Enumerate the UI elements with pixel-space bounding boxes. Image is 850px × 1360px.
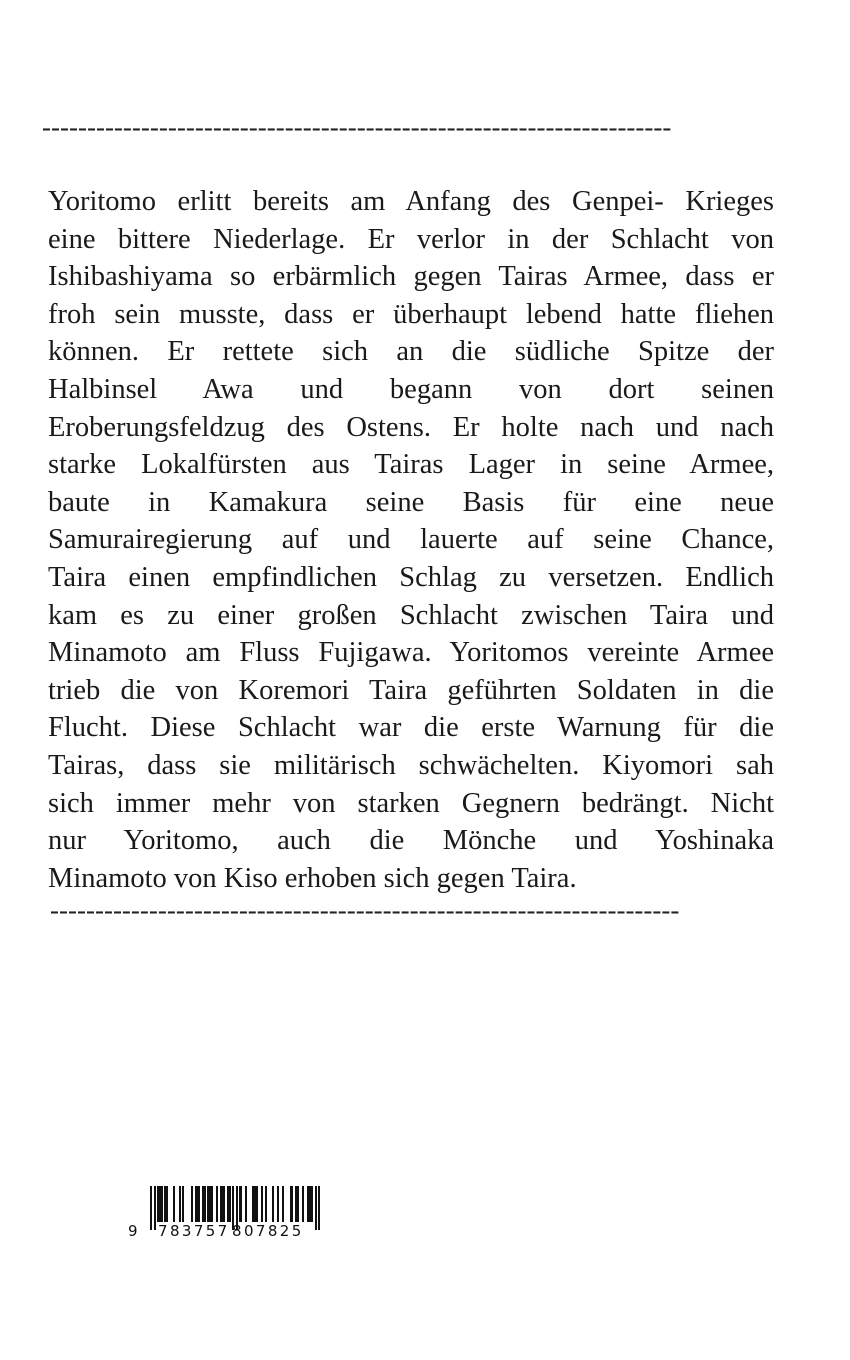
barcode-bar (223, 1186, 225, 1222)
barcode-bar (211, 1186, 213, 1222)
blurb-line: starke Lokalfürsten aus Tairas Lager in seine Armee, (48, 449, 774, 481)
barcode-bar (191, 1186, 193, 1222)
barcode-right-digits: 807825 (232, 1222, 304, 1240)
barcode-bar (282, 1186, 284, 1222)
blurb-line: Minamoto am Fluss Fujigawa. Yoritomos vereinte Armee (48, 637, 774, 669)
barcode-bar (229, 1186, 231, 1222)
barcode-bar (311, 1186, 313, 1222)
bottom-divider: ---------------------------------------------------------------------- (50, 895, 680, 925)
barcode-bar (272, 1186, 274, 1222)
barcode-bar (182, 1186, 184, 1222)
barcode-bar (261, 1186, 263, 1222)
blurb-line: trieb die von Koremori Taira geführten Soldaten in die (48, 674, 774, 706)
barcode-bar (265, 1186, 267, 1222)
barcode-bar (302, 1186, 304, 1222)
blurb-line: sich immer mehr von starken Gegnern bedrängt. Nicht (48, 787, 774, 819)
isbn-barcode (128, 1186, 328, 1246)
barcode-bar (239, 1186, 241, 1222)
top-divider: ---------------------------------------------------------------------- (42, 112, 672, 142)
barcode-bar (315, 1186, 317, 1230)
barcode-bar (198, 1186, 200, 1222)
barcode-bar (166, 1186, 168, 1222)
blurb-line: Halbinsel Awa und begann von dort seinen (48, 373, 774, 405)
blurb-line: Flucht. Diese Schlacht war die erste Warnung für die (48, 712, 774, 744)
barcode-bar (256, 1186, 258, 1222)
barcode-bar (216, 1186, 218, 1222)
blurb-line: Taira einen empfindlichen Schlag zu versetzen. Endlich (48, 561, 774, 593)
blurb-line: können. Er rettete sich an die südliche Spitze der (48, 336, 774, 368)
blurb-line: Samurairegierung auf und lauerte auf seine Chance, (48, 524, 774, 556)
blurb-line: Minamoto von Kiso erhoben sich gegen Taira. (48, 862, 577, 894)
blurb-line: Eroberungsfeldzug des Ostens. Er holte nach und nach (48, 411, 774, 443)
barcode-bar (318, 1186, 320, 1230)
barcode-bar (204, 1186, 206, 1222)
barcode-bar (277, 1186, 279, 1222)
barcode-bar (154, 1186, 156, 1230)
blurb-line: Ishibashiyama so erbärmlich gegen Tairas Armee, dass er (48, 261, 774, 293)
barcode-bar (297, 1186, 299, 1222)
blurb-line: kam es zu einer großen Schlacht zwischen Taira und (48, 599, 774, 631)
blurb-line: Yoritomo erlitt bereits am Anfang des Genpei- Krieges (48, 186, 774, 217)
barcode-first-digit: 9 (128, 1222, 138, 1240)
barcode-bar (150, 1186, 152, 1230)
barcode-bar (173, 1186, 175, 1222)
blurb-line: eine bittere Niederlage. Er verlor in der Schlacht von (48, 223, 774, 255)
blurb-line: froh sein musste, dass er überhaupt lebend hatte fliehen (48, 298, 774, 330)
blurb-line: baute in Kamakura seine Basis für eine neue (48, 486, 774, 518)
barcode-bar (291, 1186, 293, 1222)
barcode-bar (161, 1186, 163, 1222)
barcode-left-digits: 783757 (158, 1222, 230, 1240)
barcode-bar (179, 1186, 181, 1222)
back-cover-blurb (48, 183, 774, 897)
blurb-line: nur Yoritomo, auch die Mönche und Yoshinaka (48, 825, 774, 857)
blurb-line: Tairas, dass sie militärisch schwächelten. Kiyomori sah (48, 749, 774, 781)
barcode-bar (245, 1186, 247, 1222)
